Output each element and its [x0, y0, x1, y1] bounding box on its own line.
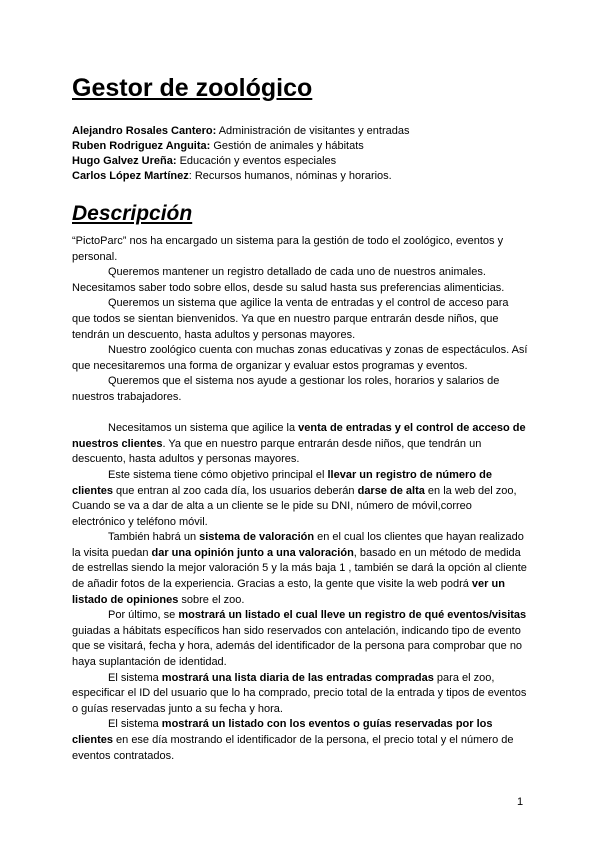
paragraph: [72, 265, 528, 296]
description-body: [72, 234, 528, 764]
text-run: Necesitamos un sistema que agilice la: [108, 422, 299, 435]
text-run: en la web del zoo, Cuando se va a dar de alta a un cliente se le pide su DNI, número de móvil,correo electrónico y teléfono móvil.: [72, 484, 517, 528]
author-name: Alejandro Rosales Cantero:: [72, 125, 217, 137]
text-run: El sistema: [108, 671, 162, 684]
text-run: en ese día mostrando el identificador de la persona, el precio total y el número de eventos contratados.: [72, 734, 514, 762]
paragraph: [72, 468, 528, 530]
paragraph: [72, 343, 528, 374]
text-run: Queremos que el sistema nos ayude a gestionar los roles, horarios y salarios de nuestros trabajadores.: [72, 375, 500, 403]
text-run: , basado en un método de medida de estrellas siendo la mejor valoración 5 y la más baja 1 , también se dará la opción al cliente de añadir fotos de la experiencia. Gracias a esto, la gente que visite la web podrá: [72, 546, 527, 591]
bold-text: llevar un registro de número de clientes: [72, 468, 492, 497]
author-role: : Recursos humanos, nóminas y horarios.: [188, 170, 392, 182]
page-number: 1: [517, 796, 524, 808]
authors-list: [72, 124, 532, 184]
bold-text: ver un listado de opiniones: [72, 578, 505, 606]
author-line: [72, 124, 532, 139]
text-run: “PictoParc” nos ha encargado un sistema para la gestión de todo el zoológico, eventos y personal.: [72, 235, 504, 263]
text-run: Este sistema tiene cómo objetivo principal el: [108, 468, 328, 481]
section-heading: Descripción: [72, 202, 193, 225]
bold-text: mostrará un listado con los eventos o guías reservadas por los clientes: [72, 718, 493, 746]
text-run: También habrá un: [108, 531, 200, 544]
paragraph: [72, 671, 528, 718]
text-run: . Ya que en nuestro parque entrarán desde niños, que tendrán un descuento, hasta adultos y personas mayores.: [72, 437, 482, 466]
text-run: Queremos mantener un registro detallado de cada uno de nuestros animales. Necesitamos saber todo sobre ellos, desde su salud hasta sus preferencias alimenticias.: [72, 266, 505, 294]
bold-text: mostrará una lista diaria de las entradas compradas: [161, 671, 434, 684]
author-name: Carlos López Martínez: [72, 170, 189, 182]
paragraph: [72, 530, 528, 608]
text-run: El sistema: [108, 718, 162, 731]
paragraph: [72, 608, 528, 670]
text-run: en el cual los clientes que hayan realizado la visita puedan: [72, 531, 524, 559]
bold-text: sistema de valoración: [199, 531, 315, 544]
paragraph: [72, 374, 528, 405]
text-run: Por último, se: [108, 609, 179, 622]
bold-text: darse de alta: [357, 484, 425, 497]
bold-text: dar una opinión junto a una valoración: [151, 546, 354, 559]
author-role: Gestión de animales y hábitats: [210, 140, 364, 152]
paragraph: [72, 717, 528, 764]
author-name: Hugo Galvez Ureña:: [72, 155, 177, 167]
author-line: [72, 154, 532, 169]
text-run: Nuestro zoológico cuenta con muchas zonas educativas y zonas de espectáculos. Así que necesitaremos una forma de organizar y evaluar estos programas y eventos.: [72, 344, 528, 372]
paragraph: [72, 421, 528, 468]
text-run: que entran al zoo cada día, los usuarios deberán: [112, 484, 358, 497]
document-title: Gestor de zoológico: [72, 74, 313, 102]
author-line: [72, 139, 532, 154]
paragraph: [72, 234, 528, 265]
author-role: Administración de visitantes y entradas: [216, 125, 410, 137]
text-run: sobre el zoo.: [178, 593, 245, 606]
author-name: Ruben Rodriguez Anguita:: [72, 140, 211, 152]
text-run: Queremos un sistema que agilice la venta de entradas y el control de acceso para que todos se sientan bienvenidos. Ya que en nuestro parque entrarán desde niños, que tendrán un descuento, hasta adultos y personas mayores.: [72, 297, 509, 341]
bold-text: mostrará un listado el cual lleve un registro de qué eventos/visitas: [178, 609, 527, 622]
bold-text: venta de entradas y el control de acceso de nuestros clientes: [72, 422, 526, 450]
paragraph: [72, 296, 528, 343]
author-role: Educación y eventos especiales: [176, 155, 337, 167]
author-line: [72, 169, 532, 184]
text-run: guiadas a hábitats específicos han sido reservados con antelación, indicando tipo de evento que se visitará, fecha y hora, además del identificador de la persona para comprobar que no haya suplantación de identidad.: [72, 624, 523, 669]
text-run: para el zoo, especificar el ID del usuario que lo ha comprado, precio total de la entrada y tipos de eventos o guías reservadas junto a su fecha y hora.: [72, 671, 527, 715]
